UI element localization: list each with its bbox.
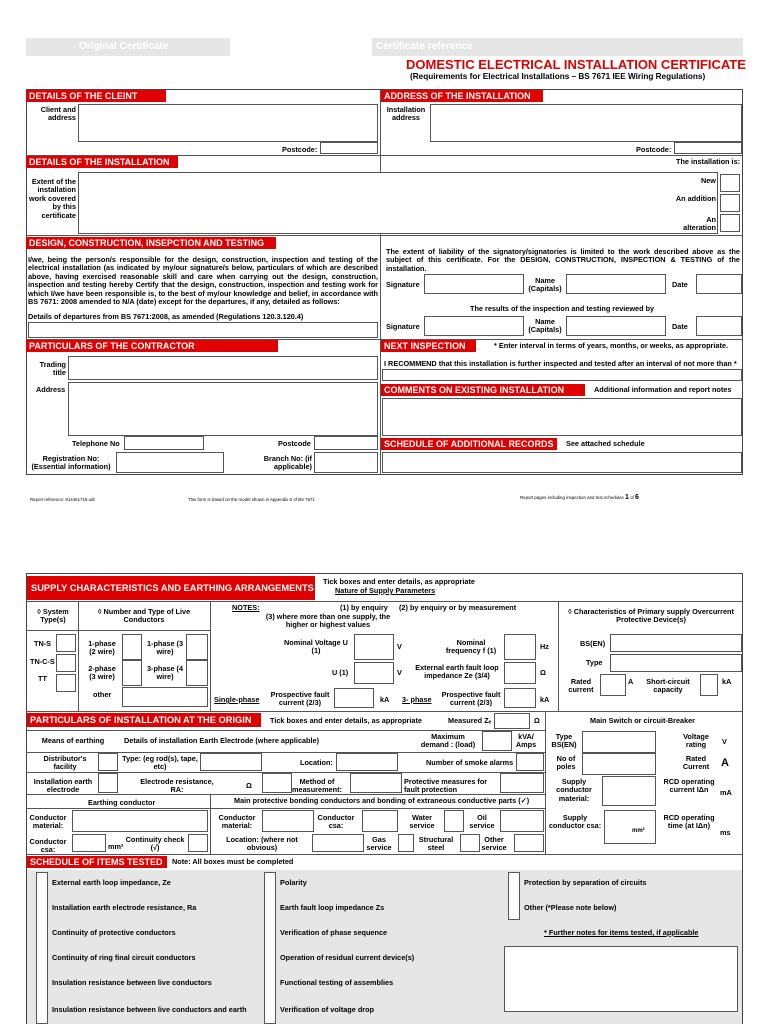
contractor-address-input[interactable]: [68, 382, 378, 436]
3phase-4wire-checkbox[interactable]: [186, 660, 208, 686]
bsen-label: BS(EN): [580, 639, 606, 648]
page-count: Report pages including inspection and test schedules 1 of 6: [520, 494, 639, 501]
pfc-three-label: Prospective fault current (2/3): [441, 690, 501, 708]
ohm-unit-2: Ω: [534, 716, 540, 725]
recommend-text: I RECOMMEND that this installation is further inspected and tested after an interval of not more than *: [384, 359, 737, 368]
item-insulation-live: Insulation resistance between live conductors: [52, 978, 212, 987]
water-service-label: Water service: [409, 813, 435, 831]
amp-unit-2: A: [721, 757, 729, 769]
continuity-label: Continuity check (√): [125, 835, 185, 853]
item-rcd-operation: Operation of residual current device(s): [280, 953, 415, 962]
item-polarity: Polarity: [280, 878, 307, 887]
other-service-checkbox[interactable]: [514, 834, 544, 852]
bonding-conductor-material-label: Conductor material:: [218, 813, 256, 831]
signature-label-1: Signature: [386, 280, 420, 289]
further-notes-input[interactable]: [504, 946, 738, 1012]
registration-label: Registration No: (Essential information): [31, 454, 111, 472]
notes-label: NOTES:: [232, 603, 260, 612]
main-switch-label: Main Switch or circuit-Breaker: [590, 716, 696, 725]
ms-unit: ms: [720, 828, 731, 837]
addition-checkbox[interactable]: [720, 194, 740, 212]
schedule-records-header: SCHEDULE OF ADDITIONAL RECORDS: [381, 438, 557, 450]
oil-service-checkbox[interactable]: [500, 810, 544, 832]
amp-unit-1: A: [628, 677, 634, 686]
tt-label: TT: [38, 674, 47, 683]
u1-input[interactable]: [354, 662, 394, 684]
note-1: (1) by enquiry: [340, 603, 388, 612]
item-external-loop: External earth loop impedance, Ze: [52, 878, 171, 887]
gas-service-checkbox[interactable]: [398, 834, 414, 852]
number-type-label: ◊ Number and Type of Live Conductors: [97, 607, 191, 625]
items-col3-boxes[interactable]: [508, 872, 520, 920]
certificate-reference-label: Certificate reference: [376, 41, 473, 52]
1phase-2wire-label: 1-phase (2 wire): [88, 639, 116, 657]
location-not-obvious-label: Location: (where not obvious): [226, 835, 298, 853]
item-voltage-drop: Verification of voltage drop: [280, 1005, 375, 1014]
reviewed-label: The results of the inspection and testing reviewed by: [470, 304, 655, 313]
contractor-header: PARTICULARS OF THE CONTRACTOR: [26, 340, 278, 352]
trading-title-input[interactable]: [68, 356, 378, 380]
tt-checkbox[interactable]: [56, 674, 76, 692]
mm2-unit-1: mm²: [108, 842, 124, 851]
three-phase-label: 3- phase: [402, 695, 432, 704]
earthing-conductor-label: Earthing conductor: [88, 798, 156, 807]
tns-checkbox[interactable]: [56, 634, 76, 652]
method-label: Method of measurement:: [292, 777, 342, 795]
tncs-checkbox[interactable]: [56, 654, 76, 672]
type-bsen-label: Type BS(EN): [551, 732, 577, 750]
poles-label: No of poles: [556, 754, 576, 772]
signature-label-2: Signature: [386, 322, 420, 331]
protective-measures-label: Protective measures for fault protection: [404, 777, 488, 795]
name-label-2: Name (Capitals): [528, 317, 562, 335]
electrode-location-input[interactable]: [336, 753, 398, 771]
origin-header: PARTICULARS OF INSTALLATION AT THE ORIGIN: [27, 713, 261, 727]
nature-of-supply: Nature of Supply Parameters: [335, 586, 436, 595]
item-other: Other (*Please note below): [524, 903, 617, 912]
client-label: Client and address: [40, 105, 76, 123]
name-input-2[interactable]: [566, 316, 666, 336]
2phase-3wire-label: 2-phase (3 wire): [88, 664, 116, 682]
smoke-alarms-input[interactable]: [516, 753, 544, 771]
item-phase-sequence: Verification of phase sequence: [280, 928, 388, 937]
contractor-postcode-input[interactable]: [314, 436, 378, 450]
means-earthing-label: Means of earthing: [41, 736, 105, 745]
other-service-label: Other service: [481, 835, 507, 853]
client-postcode-label: Postcode:: [282, 145, 318, 154]
name-input-1[interactable]: [566, 274, 666, 294]
supply-tick-note: Tick boxes and enter details, as appropriate: [323, 577, 475, 586]
3phase-4wire-label: 3-phase (4 wire): [146, 664, 184, 682]
pfc-single-input[interactable]: [334, 688, 374, 708]
external-loop-input[interactable]: [504, 662, 536, 684]
departures-input[interactable]: [28, 322, 378, 338]
earthing-conductor-csa-label: Conductor csa:: [29, 837, 67, 855]
installation-electrode-label: Installation earth electrode: [33, 777, 93, 795]
rcd-current-label: RCD operating current IΔn: [663, 777, 715, 795]
next-inspection-header: NEXT INSPECTION: [381, 340, 476, 352]
type-label: Type: [586, 658, 603, 667]
mm2-unit-2: mm²: [632, 828, 645, 834]
structural-steel-label: Structural steel: [418, 835, 454, 853]
supply-conductor-material-input[interactable]: [602, 776, 656, 806]
volt-unit-1: V: [397, 642, 402, 651]
items-col1-boxes[interactable]: [36, 872, 48, 1024]
kva-unit: kVA/ Amps: [515, 732, 537, 750]
char-label: ◊ Characteristics of Primary supply Overcurrent Protective Device(s): [568, 607, 734, 625]
nominal-frequency-label: Nominal frequency f (1): [445, 638, 497, 656]
signature-input-1[interactable]: [424, 274, 524, 294]
nominal-voltage-input[interactable]: [354, 634, 394, 660]
continuity-checkbox[interactable]: [188, 834, 208, 852]
external-loop-label: External earth fault loop impedance Ze (3/4): [415, 663, 499, 681]
contractor-postcode-label: Postcode: [278, 439, 311, 448]
item-electrode-resistance: Installation earth electrode resistance, Ra: [52, 903, 197, 912]
ka-unit-2: kA: [540, 695, 550, 704]
installation-address-label: Installation address: [386, 105, 426, 123]
type-input[interactable]: [610, 654, 742, 672]
hz-unit: Hz: [540, 642, 549, 651]
electrode-type-label: Type: (eg rod(s), tape, etc): [122, 754, 198, 772]
extent-label: Extent of the installation work covered by this certificate: [28, 177, 76, 220]
earthing-conductor-material-input[interactable]: [72, 810, 208, 832]
max-demand-input[interactable]: [482, 731, 512, 751]
address-postcode-input[interactable]: [674, 142, 742, 154]
telephone-input[interactable]: [124, 436, 204, 450]
item-continuity-ring: Continuity of ring final circuit conductors: [52, 953, 196, 962]
client-header: DETAILS OF THE CLEINT: [26, 90, 166, 102]
short-circuit-input[interactable]: [700, 674, 718, 696]
oil-service-label: Oil service: [469, 813, 495, 831]
single-phase-label: Single-phase: [214, 695, 260, 704]
electrode-resistance-label: Electrode resistance, RA:: [140, 777, 214, 795]
rated-current-origin-label: Rated Current: [682, 754, 710, 772]
ohm-unit-3: Ω: [246, 781, 252, 790]
departures-label: Details of departures from BS 7671:2008, as amended (Regulations 120.3.120.4): [28, 312, 304, 321]
tncs-label: TN-C-S: [30, 657, 55, 666]
interval-input[interactable]: [382, 369, 742, 381]
item-functional-testing: Functional testing of assemblies: [280, 978, 394, 987]
signature-input-2[interactable]: [424, 316, 524, 336]
measured-ze-input[interactable]: [494, 713, 530, 729]
client-postcode-input[interactable]: [320, 142, 378, 154]
poles-input[interactable]: [582, 753, 656, 775]
addition-label: An addition: [675, 194, 716, 203]
date-label-2: Date: [672, 322, 688, 331]
nominal-frequency-input[interactable]: [504, 634, 536, 660]
system-types-label: ◊ System Type(s): [37, 607, 69, 625]
other-label: other: [93, 690, 112, 699]
volt-unit-2: V: [397, 668, 402, 677]
additional-notes-label: Additional information and report notes: [594, 385, 732, 394]
bonding-conductor-csa-input[interactable]: [362, 810, 398, 832]
name-label-1: Name (Capitals): [528, 276, 562, 294]
note-2: (2) by enquiry or by measurement: [399, 603, 517, 612]
supply-header: SUPPLY CHARACTERISTICS AND EARTHING ARRANGEMENTS: [27, 576, 315, 600]
nominal-voltage-label: Nominal Voltage U (1): [284, 638, 348, 656]
u1-label: U (1): [332, 668, 349, 677]
ma-unit: mA: [720, 788, 732, 797]
note-3: (3) where more than one supply, the higher or highest values: [265, 612, 391, 630]
max-demand-label: Maximum demand : (load): [420, 732, 476, 750]
rcd-time-label: RCD operating time (at IΔn): [663, 813, 715, 831]
report-reference: Report reference: 814451718.odt: [30, 497, 95, 502]
voltage-rating-label: Voltage rating: [683, 732, 709, 750]
schedule-records-input[interactable]: [382, 452, 742, 473]
installation-is-label: The installation is:: [676, 157, 741, 166]
ohm-unit-1: Ω: [540, 668, 546, 677]
item-earth-fault-zs: Earth fault loop impedance Zs: [280, 903, 385, 912]
contractor-address-label: Address: [36, 385, 66, 394]
items-tested-header: SCHEDULE OF ITEMS TESTED: [27, 856, 167, 868]
tns-label: TN-S: [34, 639, 52, 648]
supply-conductor-csa-label: Supply conductor csa:: [548, 813, 602, 831]
address-header: ADDRESS OF THE INSTALLATION: [381, 90, 543, 102]
other-input[interactable]: [122, 687, 208, 707]
design-header: DESIGN, CONSTRUCTION, INSEPCTION AND TESTING: [26, 237, 276, 249]
main-bonding-label: Main protective bonding conductors and bonding of extraneous conductive parts (✓): [234, 796, 530, 805]
ka-unit-3: kA: [722, 677, 732, 686]
certificate-title: DOMESTIC ELECTRICAL INSTALLATION CERTIFICATE: [406, 57, 746, 72]
pfc-three-input[interactable]: [504, 688, 536, 708]
details-electrode-label: Details of installation Earth Electrode (where applicable): [124, 736, 320, 745]
bsen-input[interactable]: [610, 634, 742, 652]
registration-input[interactable]: [116, 452, 224, 473]
address-postcode-label: Postcode:: [636, 145, 672, 154]
see-attached-label: See attached schedule: [566, 439, 645, 448]
supply-conductor-csa-input[interactable]: [604, 810, 656, 844]
bonding-conductor-csa-label: Conductor csa:: [317, 813, 355, 831]
distributor-checkbox[interactable]: [98, 753, 118, 771]
installation-header: DETAILS OF THE INSTALLATION: [26, 156, 178, 168]
earthing-conductor-csa-input[interactable]: [72, 834, 106, 852]
electrode-type-input[interactable]: [200, 753, 262, 771]
rated-current-input[interactable]: [600, 674, 626, 696]
branch-input[interactable]: [314, 452, 378, 473]
branch-label: Branch No: (if applicable): [263, 454, 312, 472]
electrode-location-label: Location:: [300, 758, 333, 767]
1phase-3wire-label: 1-phase (3 wire): [146, 639, 184, 657]
ka-unit-1: kA: [380, 695, 390, 704]
comments-header: COMMENTS ON EXISTING INSTALLATION: [381, 384, 585, 396]
bonding-location-input[interactable]: [312, 834, 364, 852]
item-insulation-earth: Insulation resistance between live conductors and earth: [52, 1005, 247, 1014]
distributor-label: Distributor's facility: [43, 754, 87, 772]
water-service-checkbox[interactable]: [444, 810, 464, 832]
alteration-label: An alteration: [683, 215, 716, 233]
based-on-note: This form is based on the model shown in Appendix 6 of BS 7671: [188, 497, 315, 502]
next-inspection-note: * Enter interval in terms of years, months, or weeks, as appropriate.: [494, 341, 728, 350]
date-label-1: Date: [672, 280, 688, 289]
installation-electrode-checkbox[interactable]: [98, 773, 118, 793]
design-body: I/we, being the person/s responsible for the design, construction, inspection and testing of the electrical installation (as indicated by my/our signature/s below, particulars of which are described above, having exercised reasonable skill and care when carrying out the design, construction, inspection and testing hereby Certify that the design, construction, inspection and testing work for which I/we have been responsible is, to the best of my/our knowledge and belief, in accordance with BS 7671: 2008 amended to N/A (date) except for the departures, if any, detailed as follows:: [28, 255, 378, 307]
smoke-alarms-label: Number of smoke alarms: [426, 758, 514, 767]
measured-ze-label: Measured Zₑ: [448, 716, 492, 725]
new-label: New: [700, 176, 716, 185]
certificate-subtitle: (Requirements for Electrical Installations – BS 7671 IEE Wiring Regulations): [410, 72, 706, 81]
liability-text: The extent of liability of the signatory/signatories is limited to the work described above as the subject of this certificate. For the DESIGN, CONSTRUCTION, INSPECTION & TESTING of the installation.: [386, 247, 740, 273]
item-separation: Protection by separation of circuits: [524, 878, 647, 887]
items-tested-note: Note: All boxes must be completed: [172, 857, 294, 866]
short-circuit-label: Short-circuit capacity: [646, 677, 690, 695]
bonding-conductor-material-input[interactable]: [262, 810, 314, 832]
1phase-2wire-checkbox[interactable]: [122, 634, 142, 660]
1phase-3wire-checkbox[interactable]: [186, 634, 208, 660]
extent-input[interactable]: [78, 172, 718, 234]
origin-tick-note: Tick boxes and enter details, as appropriate: [270, 716, 422, 725]
supply-conductor-material-label: Supply conductor material:: [556, 777, 592, 803]
gas-service-label: Gas service: [366, 835, 392, 853]
earthing-conductor-material-label: Conductor material:: [29, 813, 67, 831]
trading-title-label: Trading title: [39, 360, 66, 378]
2phase-3wire-checkbox[interactable]: [122, 660, 142, 686]
rated-current-label: Rated current: [568, 677, 594, 695]
original-certificate-label: Original Certificate: [79, 41, 169, 52]
further-notes-label: * Further notes for items tested, if applicable: [544, 928, 699, 937]
telephone-label: Telephone No: [72, 439, 120, 448]
alteration-checkbox[interactable]: [720, 214, 740, 232]
volt-unit-3: V: [722, 737, 727, 746]
pfc-single-label: Prospective fault current (2/3): [270, 690, 330, 708]
comments-input[interactable]: [382, 398, 742, 436]
method-input[interactable]: [350, 773, 402, 793]
installation-address-input[interactable]: [430, 104, 742, 142]
new-checkbox[interactable]: [720, 174, 740, 192]
items-col2-boxes[interactable]: [264, 872, 276, 1024]
client-address-input[interactable]: [78, 104, 378, 142]
protective-measures-input[interactable]: [500, 773, 544, 793]
type-bsen-input[interactable]: [582, 731, 656, 753]
date-input-2[interactable]: [696, 316, 742, 336]
date-input-1[interactable]: [696, 274, 742, 294]
item-continuity-protective: Continuity of protective conductors: [52, 928, 176, 937]
